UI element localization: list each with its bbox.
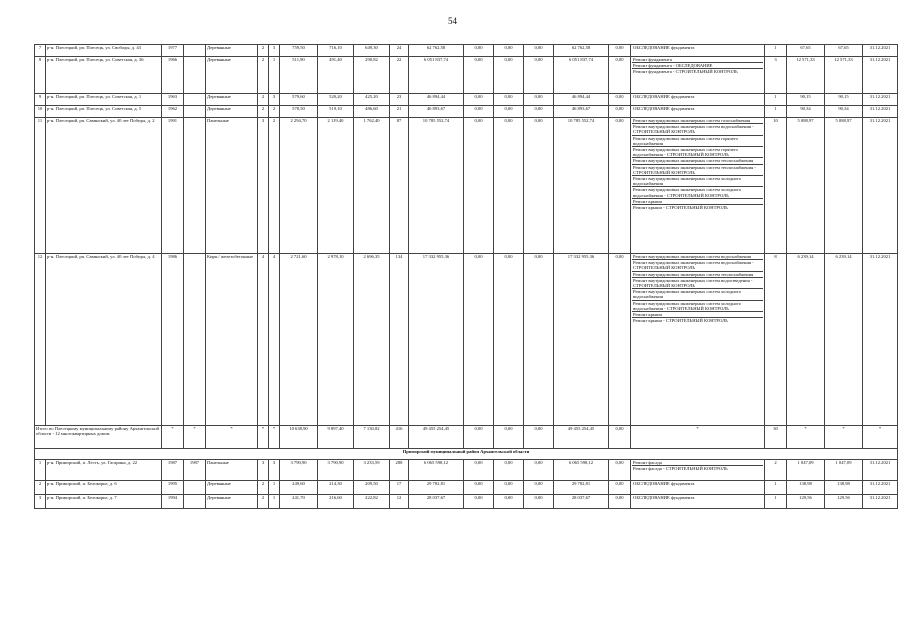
unit-cost: 90,15 <box>787 94 825 106</box>
wall-material: Панельные <box>206 118 258 254</box>
table-row <box>35 118 898 254</box>
area-premises: 520,20 <box>318 94 354 106</box>
area-premises: 2 978,10 <box>318 254 354 426</box>
wall-material: Деревянные <box>206 106 258 118</box>
year-built: 1987 <box>162 460 184 481</box>
year-built: 1962 <box>162 106 184 118</box>
local-budget: 0,00 <box>524 118 554 254</box>
work-item: Ремонт фасада <box>632 460 763 466</box>
area-residential: 425,20 <box>354 94 390 106</box>
table-row <box>35 94 898 106</box>
area-premises: 214,30 <box>318 481 354 495</box>
special-funds: 0,00 <box>609 106 631 118</box>
local-budget: 0,00 <box>524 481 554 495</box>
table-row <box>35 57 898 94</box>
area-premises: 2 119,40 <box>318 118 354 254</box>
year-commissioned: 1987 <box>184 460 206 481</box>
total-built: * <box>162 426 184 449</box>
year-built: 1986 <box>162 254 184 426</box>
year-commissioned <box>184 481 206 495</box>
area-residential: 222,82 <box>354 495 390 509</box>
works-count: 10 <box>765 118 787 254</box>
residents: 87 <box>390 118 409 254</box>
row-number: 10 <box>35 106 46 118</box>
entrances: 1 <box>269 481 280 495</box>
area-residential: 290,82 <box>354 57 390 94</box>
total-region-budget: 0,00 <box>494 426 524 449</box>
total-local-budget: 0,00 <box>524 426 554 449</box>
special-funds: 0,00 <box>609 254 631 426</box>
unit-limit: 90,15 <box>825 94 863 106</box>
entrances: 1 <box>269 57 280 94</box>
total-comm: * <box>184 426 206 449</box>
residents: 22 <box>390 57 409 94</box>
region-budget: 0,00 <box>494 94 524 106</box>
work-item: ОБСЛЕДОВАНИЕ фундамента <box>633 94 695 99</box>
work-item: Ремонт фундамента - ОБСЛЕДОВАНИЕ <box>632 63 763 69</box>
total-date: * <box>863 426 898 449</box>
floors: 2 <box>258 45 269 57</box>
wall-material: Кирп./ железобетонные <box>206 254 258 426</box>
owners-funds: 46 893,67 <box>554 106 609 118</box>
total-unit-limit: * <box>825 426 863 449</box>
unit-limit: 90,34 <box>825 106 863 118</box>
total-cost: 49 455 254,45 <box>409 426 464 449</box>
owners-funds: 6 051 837,74 <box>554 57 609 94</box>
program-table-sheet <box>34 44 891 509</box>
total-cost: 10 785 552,74 <box>409 118 464 254</box>
table-row <box>35 45 898 57</box>
works-count: 1 <box>765 495 787 509</box>
floors: 2 <box>258 106 269 118</box>
total-area-premises: 9 897,40 <box>318 426 354 449</box>
work-item: Ремонт фасада - СТРОИТЕЛЬНЫЙ КОНТРОЛЬ <box>633 466 728 472</box>
total-residents: 416 <box>390 426 409 449</box>
work-item: ОБСЛЕДОВАНИЕ фундамента <box>633 481 695 486</box>
owners-funds: 17 332 955,36 <box>554 254 609 426</box>
entrances: 2 <box>269 106 280 118</box>
total-area-total: 10 638,90 <box>280 426 318 449</box>
total-area-residential: 7 130,82 <box>354 426 390 449</box>
table-row <box>35 106 898 118</box>
works-list <box>631 495 765 509</box>
total-unit-cost: * <box>787 426 825 449</box>
works-count: 1 <box>765 481 787 495</box>
unit-cost: 67,65 <box>787 45 825 57</box>
floors: 2 <box>258 57 269 94</box>
fund-share: 0,00 <box>464 106 494 118</box>
unit-limit: 138,98 <box>825 481 863 495</box>
total-cost: 46 894,44 <box>409 94 464 106</box>
local-budget: 0,00 <box>524 495 554 509</box>
work-item: Ремонт внутридомовых инженерных систем холодного водоснабжения - СТРОИТЕЛЬНЫЙ КОНТРОЛЬ <box>632 187 763 198</box>
total-cost: 29 782,81 <box>409 481 464 495</box>
residents: 24 <box>390 45 409 57</box>
year-built: 1994 <box>162 495 184 509</box>
owners-funds: 62 762,58 <box>554 45 609 57</box>
region-budget: 0,00 <box>494 460 524 481</box>
address: р-н. Плесецкий, рп. Савинский, ул. 40 лет Победы, д. 2 <box>46 118 162 254</box>
total-cost: 62 762,58 <box>409 45 464 57</box>
works-list <box>631 481 765 495</box>
wall-material: Деревянные <box>206 495 258 509</box>
owners-funds: 6 065 598,12 <box>554 460 609 481</box>
page-number: 54 <box>448 16 457 26</box>
total-cost: 46 893,67 <box>409 106 464 118</box>
total-count: 30 <box>765 426 787 449</box>
works-list <box>631 254 765 426</box>
work-item: Ремонт внутридомовых инженерных систем водоснабжения <box>632 254 763 260</box>
special-funds: 0,00 <box>609 481 631 495</box>
fund-share: 0,00 <box>464 460 494 481</box>
work-item: ОБСЛЕДОВАНИЕ фундамента <box>633 495 695 500</box>
residents: 21 <box>390 106 409 118</box>
fund-share: 0,00 <box>464 495 494 509</box>
total-floors: * <box>258 426 269 449</box>
region-budget: 0,00 <box>494 106 524 118</box>
works-list <box>631 460 765 481</box>
region-budget: 0,00 <box>494 481 524 495</box>
total-entrances: * <box>269 426 280 449</box>
unit-cost: 5 088,97 <box>787 118 825 254</box>
unit-limit: 5 088,97 <box>825 118 863 254</box>
special-funds: 0,00 <box>609 57 631 94</box>
works-list <box>631 106 765 118</box>
completion-date: 31.12.2021 <box>863 106 898 118</box>
total-owners-funds: 49 455 254,45 <box>554 426 609 449</box>
completion-date: 31.12.2021 <box>863 57 898 94</box>
total-special: 0,00 <box>609 426 631 449</box>
unit-cost: 6 239,14 <box>787 254 825 426</box>
table-row <box>35 481 898 495</box>
total-works: * <box>631 426 765 449</box>
owners-funds: 10 785 552,74 <box>554 118 609 254</box>
floors: 2 <box>258 495 269 509</box>
work-item: Ремонт внутридомовых инженерных систем горячего водоснабжения - СТРОИТЕЛЬНЫЙ КОНТРОЛЬ <box>632 147 763 158</box>
residents: 17 <box>390 481 409 495</box>
area-residential: 486,60 <box>354 106 390 118</box>
row-number: 11 <box>35 118 46 254</box>
wall-material: Панельные <box>206 460 258 481</box>
address: р-н. Приморский, п. Белокорье, д. 6 <box>46 481 162 495</box>
completion-date: 31.12.2021 <box>863 94 898 106</box>
floors: 2 <box>258 481 269 495</box>
unit-cost: 12 571,33 <box>787 57 825 94</box>
unit-limit: 1 047,09 <box>825 460 863 481</box>
total-wall: * <box>206 426 258 449</box>
area-residential: 1 762,40 <box>354 118 390 254</box>
region-budget: 0,00 <box>494 495 524 509</box>
area-total: 2 721,60 <box>280 254 318 426</box>
fund-share: 0,00 <box>464 57 494 94</box>
work-item: Ремонт внутридомовых инженерных систем холодного водоснабжения - СТРОИТЕЛЬНЫЙ КОНТРОЛЬ <box>632 301 763 312</box>
year-built: 1995 <box>162 481 184 495</box>
local-budget: 0,00 <box>524 94 554 106</box>
completion-date: 31.12.2021 <box>863 481 898 495</box>
works-list <box>631 94 765 106</box>
total-cost: 28 037,67 <box>409 495 464 509</box>
works-list <box>631 57 765 94</box>
wall-material: Деревянные <box>206 57 258 94</box>
area-residential: 3 233,59 <box>354 460 390 481</box>
works-count: 1 <box>765 106 787 118</box>
row-number: 1 <box>35 460 46 481</box>
unit-cost: 1 047,09 <box>787 460 825 481</box>
unit-cost: 129,56 <box>787 495 825 509</box>
work-item: Ремонт внутридомовых инженерных систем горячего водоснабжения <box>632 136 763 147</box>
area-total: 2 294,70 <box>280 118 318 254</box>
area-total: 511,90 <box>280 57 318 94</box>
wall-material: Деревянные <box>206 45 258 57</box>
repair-program-table <box>34 44 898 509</box>
owners-funds: 28 037,67 <box>554 495 609 509</box>
total-cost: 6 051 837,74 <box>409 57 464 94</box>
year-commissioned <box>184 94 206 106</box>
region-title-row <box>35 449 898 460</box>
year-commissioned <box>184 118 206 254</box>
work-item: Ремонт внутридомовых инженерных систем холодного водоснабжения <box>632 176 763 187</box>
special-funds: 0,00 <box>609 118 631 254</box>
works-list <box>631 45 765 57</box>
work-item: Ремонт внутридомовых инженерных систем газоснабжения <box>632 118 763 124</box>
total-cost: 6 065 598,12 <box>409 460 464 481</box>
entrances: 3 <box>269 45 280 57</box>
year-commissioned <box>184 495 206 509</box>
plesetsk-rows <box>35 45 898 426</box>
year-commissioned <box>184 57 206 94</box>
region-budget: 0,00 <box>494 45 524 57</box>
works-count: 8 <box>765 254 787 426</box>
floors: 3 <box>258 118 269 254</box>
total-fund: 0,00 <box>464 426 494 449</box>
primorsky-rows <box>35 460 898 509</box>
floors: 3 <box>258 460 269 481</box>
wall-material: Деревянные <box>206 481 258 495</box>
year-commissioned <box>184 45 206 57</box>
unit-cost: 138,98 <box>787 481 825 495</box>
row-number: 8 <box>35 57 46 94</box>
fund-share: 0,00 <box>464 94 494 106</box>
row-number: 12 <box>35 254 46 426</box>
entrances: 4 <box>269 254 280 426</box>
works-count: 1 <box>765 94 787 106</box>
special-funds: 0,00 <box>609 460 631 481</box>
work-item: Ремонт внутридомовых инженерных систем теплоснабжения <box>632 272 763 278</box>
total-label: Итого по Плесецкому муниципальному району Архангельской области - 12 многоквартирных домов: <box>35 426 162 449</box>
area-residential: 2 696,35 <box>354 254 390 426</box>
fund-share: 0,00 <box>464 481 494 495</box>
table-row <box>35 254 898 426</box>
work-item: Ремонт крыши - СТРОИТЕЛЬНЫЙ КОНТРОЛЬ <box>633 205 728 211</box>
completion-date: 31.12.2021 <box>863 254 898 426</box>
area-total: 578,50 <box>280 106 318 118</box>
year-built: 1991 <box>162 118 184 254</box>
residents: 288 <box>390 460 409 481</box>
local-budget: 0,00 <box>524 254 554 426</box>
year-built: 1963 <box>162 94 184 106</box>
work-item: Ремонт крыши <box>632 312 763 318</box>
address: р-н. Плесецкий, рп. Плесецк, ул. Советская, д. 1 <box>46 94 162 106</box>
local-budget: 0,00 <box>524 460 554 481</box>
area-total: 241,70 <box>280 495 318 509</box>
address: р-н. Плесецкий, рп. Савинский, ул. 40 лет Победы, д. 4 <box>46 254 162 426</box>
work-item: Ремонт внутридомовых инженерных систем водоснабжения - СТРОИТЕЛЬНЫЙ КОНТРОЛЬ <box>632 260 763 271</box>
region-budget: 0,00 <box>494 118 524 254</box>
fund-share: 0,00 <box>464 118 494 254</box>
area-residential: 209,50 <box>354 481 390 495</box>
address: р-н. Приморский, п. Белокорье, д. 7 <box>46 495 162 509</box>
entrances: 3 <box>269 460 280 481</box>
special-funds: 0,00 <box>609 495 631 509</box>
completion-date: 31.12.2021 <box>863 460 898 481</box>
work-item: Ремонт внутридомовых инженерных систем теплоснабжения - СТРОИТЕЛЬНЫЙ КОНТРОЛЬ <box>632 165 763 176</box>
special-funds: 0,00 <box>609 45 631 57</box>
work-item: Ремонт крыши - СТРОИТЕЛЬНЫЙ КОНТРОЛЬ <box>633 318 728 324</box>
region-budget: 0,00 <box>494 57 524 94</box>
work-item: Ремонт фундамента - СТРОИТЕЛЬНЫЙ КОНТРОЛЬ <box>633 69 738 75</box>
year-commissioned <box>184 106 206 118</box>
row-number: 7 <box>35 45 46 57</box>
address: р-н. Плесецкий, рп. Плесецк, ул. Советская, д. 5 <box>46 106 162 118</box>
completion-date: 31.12.2021 <box>863 118 898 254</box>
unit-limit: 12 571,33 <box>825 57 863 94</box>
work-item: ОБСЛЕДОВАНИЕ фундамента <box>633 45 695 50</box>
row-number: 9 <box>35 94 46 106</box>
table-row <box>35 460 898 481</box>
completion-date: 31.12.2021 <box>863 495 898 509</box>
address: р-н. Плесецкий, рп. Плесецк, ул. Советская, д. 36 <box>46 57 162 94</box>
local-budget: 0,00 <box>524 106 554 118</box>
work-item: Ремонт внутридомовых инженерных систем водоотведения - СТРОИТЕЛЬНЫЙ КОНТРОЛЬ <box>632 278 763 289</box>
address: р-н. Плесецкий, рп. Плесецк, ул. Свободы, д. 43 <box>46 45 162 57</box>
floors: 4 <box>258 254 269 426</box>
work-item: ОБСЛЕДОВАНИЕ фундамента <box>633 106 695 111</box>
works-count: 1 <box>765 45 787 57</box>
unit-limit: 67,65 <box>825 45 863 57</box>
works-count: 2 <box>765 460 787 481</box>
local-budget: 0,00 <box>524 57 554 94</box>
row-number: 2 <box>35 481 46 495</box>
area-total: 249,60 <box>280 481 318 495</box>
unit-limit: 6 239,14 <box>825 254 863 426</box>
year-commissioned <box>184 254 206 426</box>
residents: 23 <box>390 94 409 106</box>
region-budget: 0,00 <box>494 254 524 426</box>
unit-limit: 129,56 <box>825 495 863 509</box>
area-premises: 519,10 <box>318 106 354 118</box>
works-list <box>631 118 765 254</box>
work-item: Ремонт фундамента <box>632 57 763 63</box>
works-count: 3 <box>765 57 787 94</box>
owners-funds: 46 894,44 <box>554 94 609 106</box>
area-premises: 716,10 <box>318 45 354 57</box>
total-cost: 17 332 955,36 <box>409 254 464 426</box>
wall-material: Деревянные <box>206 94 258 106</box>
table-row <box>35 495 898 509</box>
area-premises: 491,40 <box>318 57 354 94</box>
area-residential: 649,30 <box>354 45 390 57</box>
work-item: Ремонт внутридомовых инженерных систем водоснабжения - СТРОИТЕЛЬНЫЙ КОНТРОЛЬ <box>632 124 763 135</box>
total-row <box>35 426 898 449</box>
work-item: Ремонт внутридомовых инженерных систем холодного водоснабжения <box>632 289 763 300</box>
residents: 12 <box>390 495 409 509</box>
plesetsk-total <box>35 426 898 460</box>
fund-share: 0,00 <box>464 254 494 426</box>
floors: 2 <box>258 94 269 106</box>
completion-date: 31.12.2021 <box>863 45 898 57</box>
entrances: 2 <box>269 118 280 254</box>
region-title: Приморский муниципальный район Архангельской области <box>35 449 898 460</box>
entrances: 3 <box>269 94 280 106</box>
area-total: 759,50 <box>280 45 318 57</box>
area-premises: 216,60 <box>318 495 354 509</box>
owners-funds: 29 782,81 <box>554 481 609 495</box>
row-number: 3 <box>35 495 46 509</box>
area-premises: 3 790,90 <box>318 460 354 481</box>
unit-cost: 90,34 <box>787 106 825 118</box>
area-total: 579,60 <box>280 94 318 106</box>
special-funds: 0,00 <box>609 94 631 106</box>
year-built: 1977 <box>162 45 184 57</box>
local-budget: 0,00 <box>524 45 554 57</box>
year-built: 1966 <box>162 57 184 94</box>
work-item: Ремонт внутридомовых инженерных систем теплоснабжения <box>632 158 763 164</box>
area-total: 3 790,90 <box>280 460 318 481</box>
residents: 134 <box>390 254 409 426</box>
work-item: Ремонт крыши <box>632 199 763 205</box>
address: р-н. Приморский, п. Лесть, ул. Гагарина, д. 22 <box>46 460 162 481</box>
entrances: 1 <box>269 495 280 509</box>
fund-share: 0,00 <box>464 45 494 57</box>
